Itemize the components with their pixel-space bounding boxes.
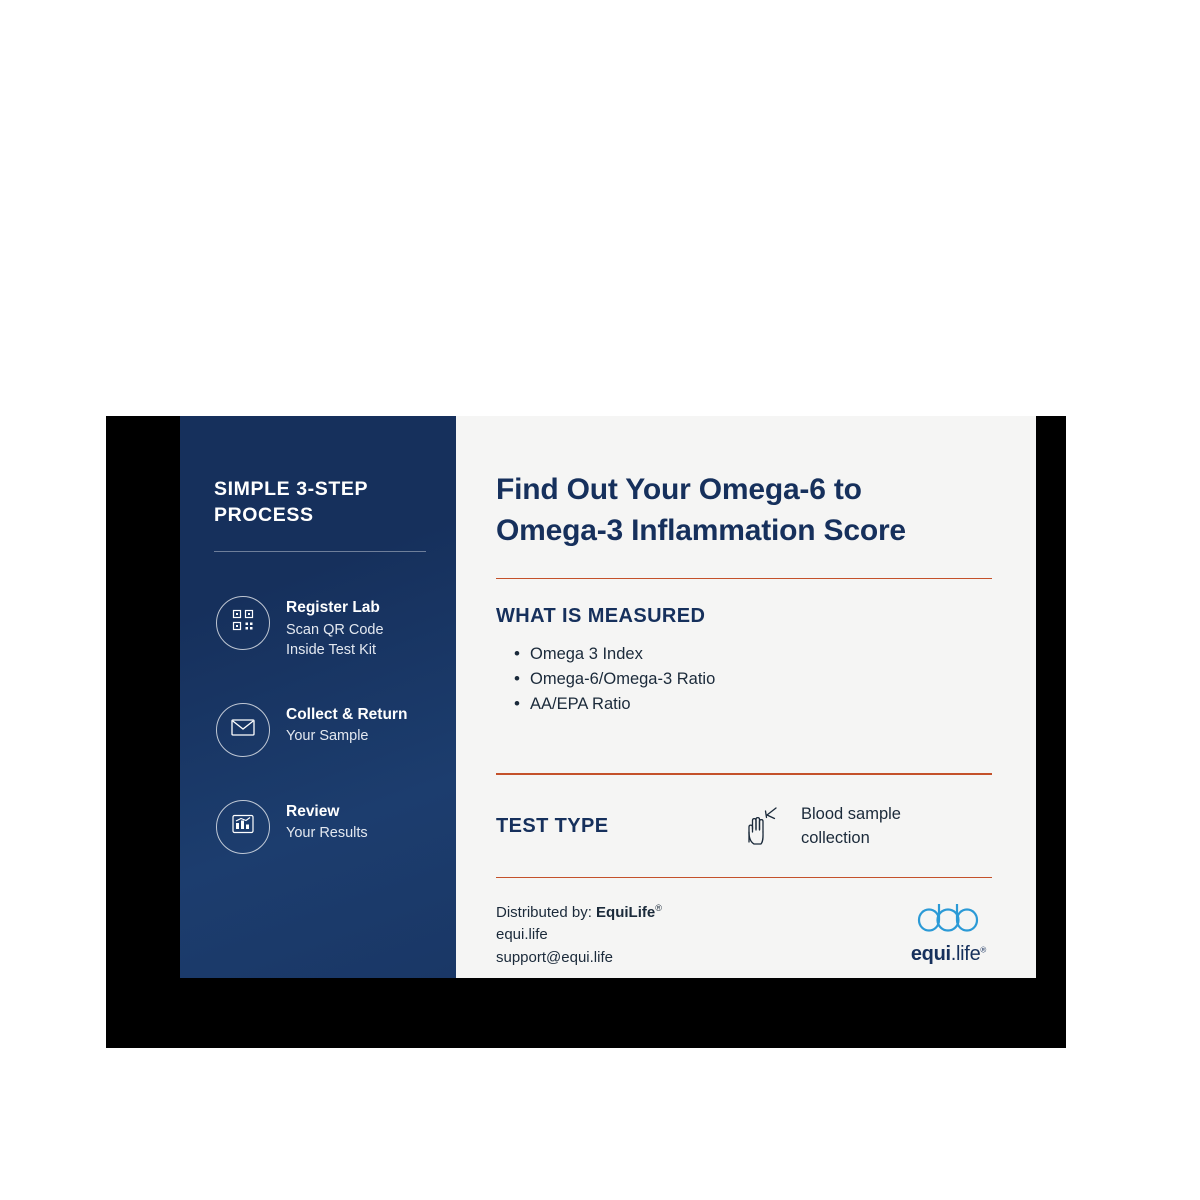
spacer xyxy=(496,717,992,773)
test-type-row xyxy=(496,799,992,855)
envelope-icon xyxy=(230,716,256,743)
test-type-label: TEST TYPE xyxy=(496,815,609,838)
process-panel-title: SIMPLE 3-STEP PROCESS xyxy=(214,478,368,527)
step-title: Review xyxy=(286,802,340,820)
finger-prick-icon xyxy=(741,802,787,851)
step-collect-return xyxy=(214,701,422,757)
step-subtitle-line2: Inside Test Kit xyxy=(286,641,377,658)
divider-rule-bottom xyxy=(496,877,992,878)
equilife-rings-icon xyxy=(911,900,986,941)
results-chart-icon xyxy=(230,812,256,841)
step-title: Register Lab xyxy=(286,598,380,616)
test-type-desc-line2: collection xyxy=(801,828,870,847)
step-subtitle-line1: Scan QR Code xyxy=(286,621,384,638)
list-item: • AA/EPA Ratio xyxy=(530,692,992,717)
step-review-results xyxy=(214,798,422,854)
distributed-by-line xyxy=(496,902,662,925)
support-email-line: support@equi.life xyxy=(496,949,613,967)
step-icon-circle xyxy=(216,703,270,757)
brand-logo xyxy=(911,900,986,970)
card-footer xyxy=(496,900,992,970)
page-title: Find Out Your Omega-6 to Omega-3 Inflammation Score xyxy=(496,473,906,547)
logo-word-equi: equi xyxy=(910,943,951,965)
test-type-desc-line1: Blood sample xyxy=(801,805,901,824)
distributor-info xyxy=(496,902,662,970)
product-info-card xyxy=(180,416,1036,978)
distributed-by-prefix: Distributed by: xyxy=(496,903,597,921)
step-subtitle-line1: Your Sample xyxy=(286,728,369,745)
distributed-by-brand: EquiLife xyxy=(596,903,656,921)
details-panel xyxy=(456,416,1036,978)
step-subtitle-line1: Your Results xyxy=(286,825,368,842)
step-icon-circle xyxy=(216,800,270,854)
what-is-measured-label: WHAT IS MEASURED xyxy=(496,604,706,627)
registered-mark: ® xyxy=(655,902,662,913)
website-line: equi.life xyxy=(496,926,548,944)
logo-word-life: .life xyxy=(950,943,981,965)
measured-list xyxy=(496,642,992,717)
list-item: • Omega-6/Omega-3 Ratio xyxy=(530,667,992,692)
panel-divider xyxy=(214,551,426,552)
list-item: • Omega 3 Index xyxy=(530,642,992,667)
step-title: Collect & Return xyxy=(286,705,408,723)
logo-registered-mark: ® xyxy=(980,945,986,955)
step-register-lab xyxy=(214,594,422,660)
step-icon-circle xyxy=(216,596,270,650)
divider-rule-middle xyxy=(496,773,992,774)
test-type-description xyxy=(801,803,901,850)
process-panel xyxy=(180,416,456,978)
qr-code-icon xyxy=(231,608,255,637)
divider-rule-top xyxy=(496,578,992,579)
logo-wordmark xyxy=(911,943,986,966)
